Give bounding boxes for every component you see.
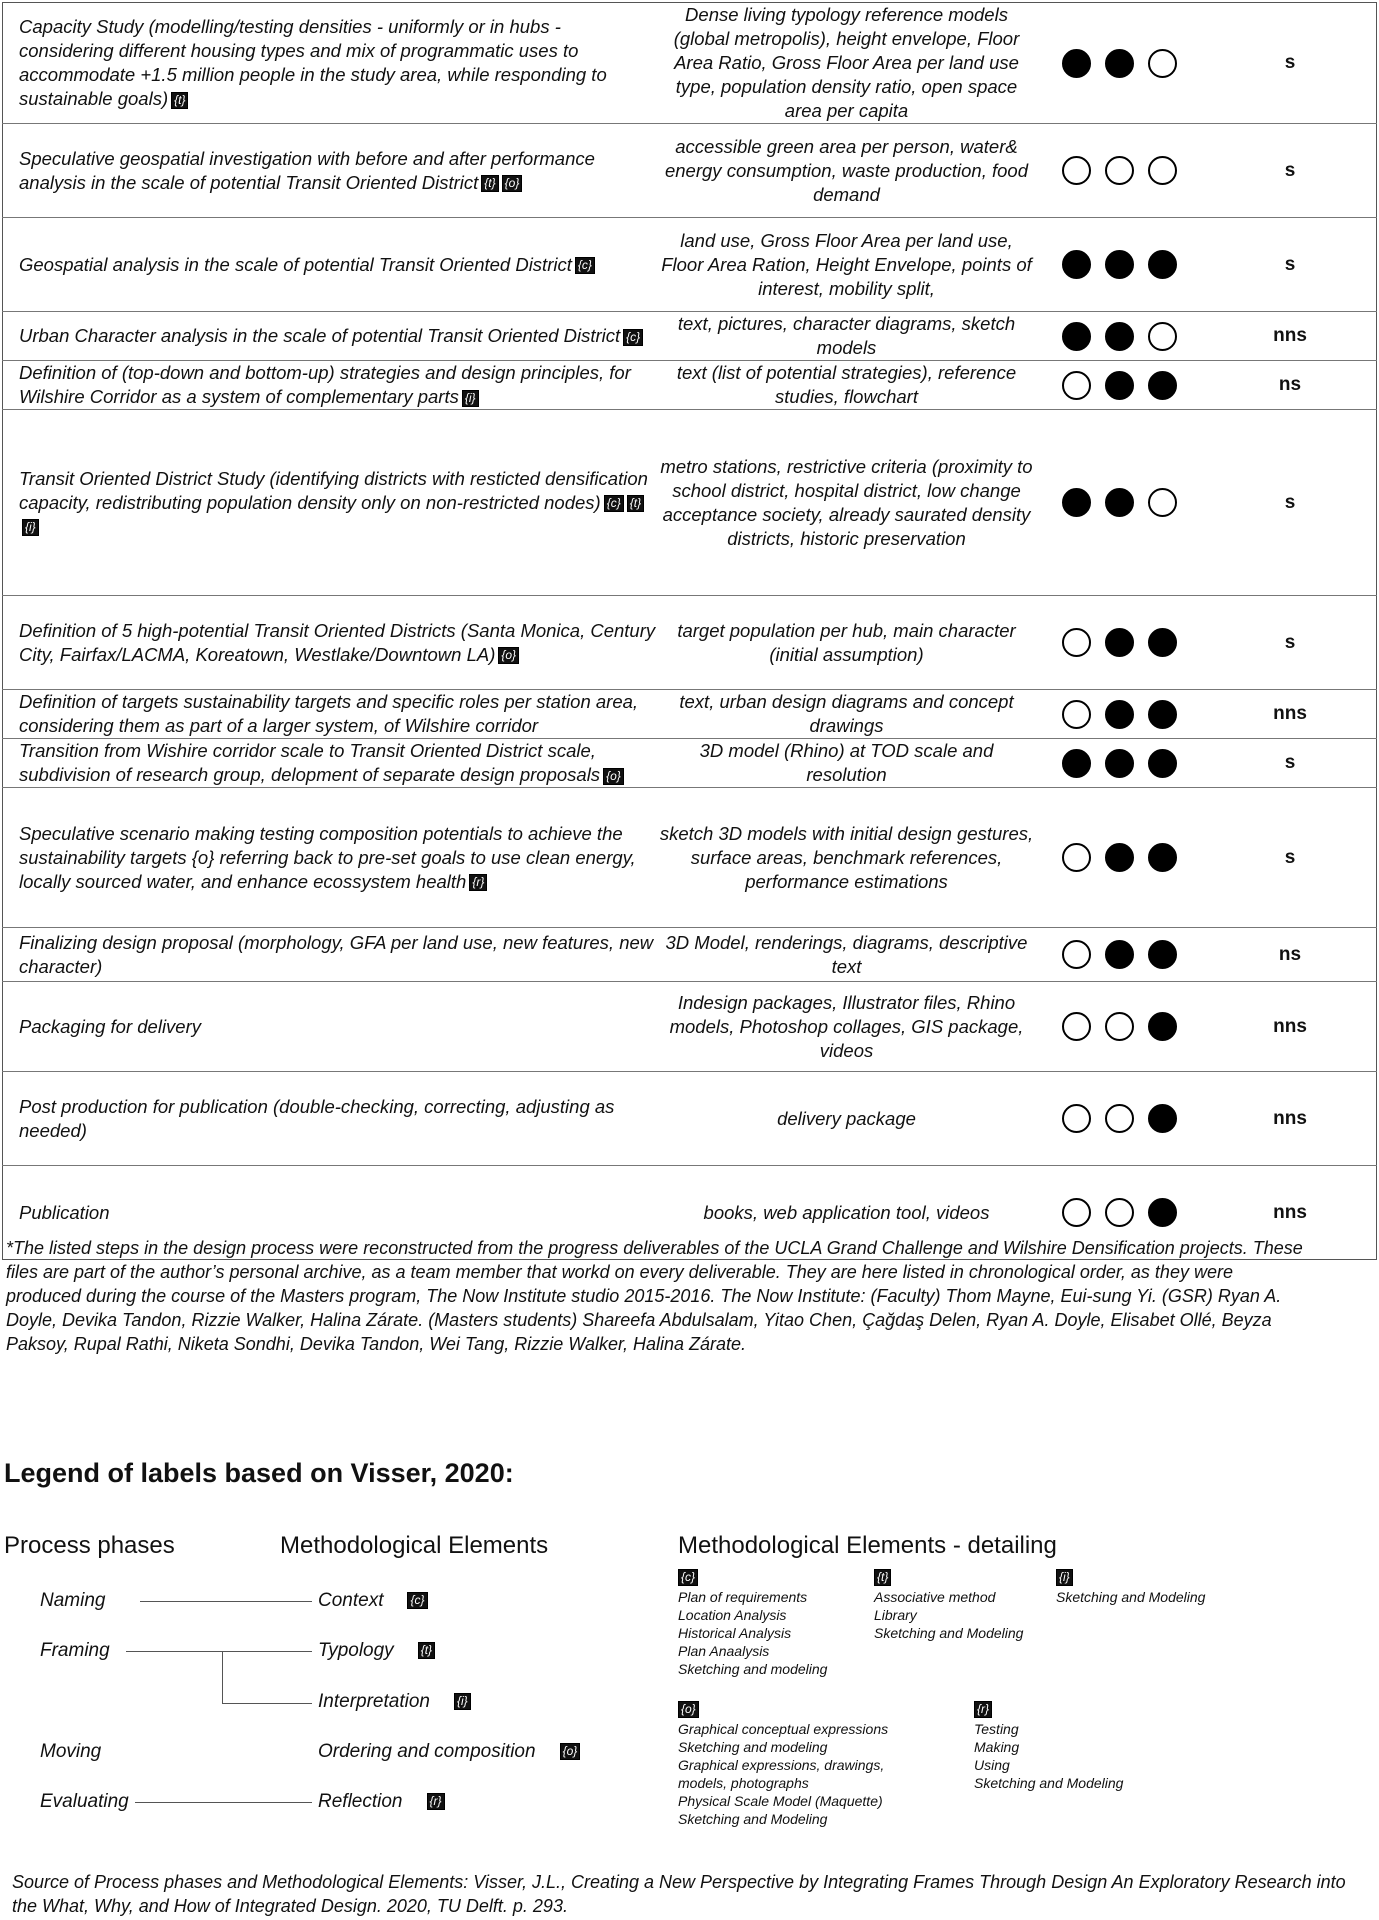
filled-circle-icon <box>1148 749 1177 778</box>
tag-i: {i} <box>454 1693 471 1710</box>
empty-circle-icon <box>1105 1104 1134 1133</box>
step-text: Transition from Wishire corridor scale to Transit Oriented District scale, subdivision of research group, delopment of separate design proposals <box>19 740 601 785</box>
detail-context: {c} Plan of requirements Location Analysis Historical Analysis Plan Anaalysis Sketching and modeling <box>678 1569 828 1677</box>
empty-circle-icon <box>1148 488 1177 517</box>
design-process-table <box>2 2 1377 1260</box>
step-cell <box>3 218 660 312</box>
method-tag: {i} <box>462 390 479 407</box>
output-cell: metro stations, restrictive criteria (proximity to school district, hospital district, low change acceptance society, already saurated density districts, historic preservation <box>659 410 1034 596</box>
output-cell: text (list of potential strategies), reference studies, flowchart <box>659 361 1034 410</box>
empty-circle-icon <box>1062 156 1091 185</box>
step-text: Speculative geospatial investigation with before and after performance analysis in the scale of potential Transit Oriented District <box>19 147 595 193</box>
tag-r: {r} <box>974 1701 992 1718</box>
filled-circle-icon <box>1148 700 1177 729</box>
empty-circle-icon <box>1062 628 1091 657</box>
filled-circle-icon <box>1062 749 1091 778</box>
step-text: Speculative scenario making testing composition potentials to achieve the sustainability targets {o} referring back to pre-set goals to use clean energy, locally sourced water, and enhance ecossystem health <box>19 822 636 892</box>
empty-circle-icon <box>1062 1012 1091 1041</box>
tag-t: {t} <box>418 1642 435 1659</box>
filled-circle-icon <box>1062 250 1091 279</box>
filled-circle-icon <box>1148 843 1177 872</box>
rating-dots <box>1034 3 1204 124</box>
empty-circle-icon <box>1062 371 1091 400</box>
filled-circle-icon <box>1105 322 1134 351</box>
significance-cell: nns <box>1204 690 1377 739</box>
source-citation: Source of Process phases and Methodological Elements: Visser, J.L., Creating a New Perspective by Integrating Frames Through Design An Exploratory Research into the What, Why, and How of Integrated Design. 2020, TU Delft. p. 293. <box>12 1872 1346 1916</box>
filled-circle-icon <box>1062 322 1091 351</box>
filled-circle-icon <box>1148 371 1177 400</box>
rating-dots <box>1034 596 1204 690</box>
method-tag: {o} <box>603 768 624 785</box>
empty-circle-icon <box>1062 940 1091 969</box>
filled-circle-icon <box>1148 628 1177 657</box>
step-cell <box>3 124 660 218</box>
legend-col-process-phases: Process phases <box>4 1532 175 1559</box>
method-tag: {i} <box>22 519 39 536</box>
filled-circle-icon <box>1105 843 1134 872</box>
output-cell: text, pictures, character diagrams, sketch models <box>659 312 1034 361</box>
output-cell: sketch 3D models with initial design gestures, surface areas, benchmark references, performance estimations <box>659 788 1034 928</box>
output-cell: books, web application tool, videos <box>703 1201 990 1223</box>
significance-cell: nns <box>1204 1072 1377 1166</box>
step-text: Finalizing design proposal (morphology, GFA per land use, new features, new character) <box>19 931 654 977</box>
table-row <box>3 982 1377 1072</box>
filled-circle-icon <box>1148 1104 1177 1133</box>
output-cell: land use, Gross Floor Area per land use, Floor Area Ration, Height Envelope, points of interest, mobility split, <box>659 218 1034 312</box>
filled-circle-icon <box>1105 628 1134 657</box>
empty-circle-icon <box>1062 843 1091 872</box>
rating-dots <box>1034 982 1204 1072</box>
filled-circle-icon <box>1148 1198 1177 1227</box>
step-cell <box>3 312 660 361</box>
table-row <box>3 312 1377 361</box>
empty-circle-icon <box>1148 49 1177 78</box>
rating-dots <box>1034 928 1204 982</box>
element-ordering-composition: Ordering and composition {o} <box>318 1741 580 1763</box>
filled-circle-icon <box>1105 940 1134 969</box>
output-cell: 3D Model, renderings, diagrams, descriptive text <box>659 928 1034 982</box>
tag-c: {c} <box>407 1592 427 1609</box>
phase-moving: Moving <box>40 1741 102 1762</box>
step-cell <box>3 690 660 739</box>
significance-cell: s <box>1204 124 1377 218</box>
output-cell: Indesign packages, Illustrator files, Rhino models, Photoshop collages, GIS package, videos <box>659 982 1034 1072</box>
phase-evaluating: Evaluating <box>40 1791 129 1812</box>
rating-dots <box>1034 361 1204 410</box>
rating-dots <box>1034 312 1204 361</box>
table-row <box>3 596 1377 690</box>
empty-circle-icon <box>1105 156 1134 185</box>
significance-cell: s <box>1204 739 1377 788</box>
empty-circle-icon <box>1105 1198 1134 1227</box>
tag-o: {o} <box>678 1701 699 1718</box>
output-cell: target population per hub, main character (initial assumption) <box>659 596 1034 690</box>
detail-interpretation: {i} Sketching and Modeling <box>1056 1569 1206 1605</box>
output-cell: Dense living typology reference models (global metropolis), height envelope, Floor Area Ratio, Gross Floor Area per land use type, population density ratio, open space area per capita <box>659 3 1034 124</box>
empty-circle-icon <box>1105 1012 1134 1041</box>
empty-circle-icon <box>1148 156 1177 185</box>
significance-cell: s <box>1204 410 1377 596</box>
filled-circle-icon <box>1105 700 1134 729</box>
tag-r: {r} <box>427 1793 445 1810</box>
step-text: Capacity Study (modelling/testing densities - uniformly or in hubs - considering different housing types and mix of programmatic uses to accommodate +1.5 million people in the study area, while responding to sustainable goals) <box>19 16 607 109</box>
output-cell: delivery package <box>659 1072 1034 1166</box>
output-cell: accessible green area per person, water& energy consumption, waste production, food demand <box>659 124 1034 218</box>
table-row <box>3 788 1377 928</box>
significance-cell: s <box>1204 3 1377 124</box>
step-cell <box>3 928 660 982</box>
phase-naming: Naming <box>40 1590 106 1611</box>
table-row <box>3 410 1377 596</box>
significance-cell: nns <box>1204 312 1377 361</box>
step-text: Transit Oriented District Study (identifying districts with resticted densification capacity, redistributing population density only on non-restricted nodes) <box>19 467 648 513</box>
filled-circle-icon <box>1062 49 1091 78</box>
empty-circle-icon <box>1062 1104 1091 1133</box>
filled-circle-icon <box>1105 250 1134 279</box>
step-text: Post production for publication (double-checking, correcting, adjusting as needed) <box>19 1095 615 1141</box>
step-text: Publication <box>19 1201 110 1223</box>
step-text: Definition of 5 high-potential Transit Oriented Districts (Santa Monica, Century City, Fairfax/LACMA, Koreatown, Westlake/Downtown LA) <box>19 619 656 665</box>
detail-ordering-composition: {o} Graphical conceptual expressions Sketching and modeling Graphical expressions, drawings, models, photographs Physical Scale Model (Maquette) Sketching and Modeling <box>678 1701 889 1827</box>
step-cell <box>3 361 660 410</box>
rating-dots <box>1034 218 1204 312</box>
table-row <box>3 928 1377 982</box>
method-tag: {t} <box>627 495 644 512</box>
method-tag: {c} <box>575 257 595 274</box>
filled-circle-icon <box>1062 488 1091 517</box>
step-cell <box>3 1072 660 1166</box>
method-tag: {o} <box>498 647 519 664</box>
method-tag: {t} <box>481 175 498 192</box>
tag-c: {c} <box>678 1569 698 1586</box>
step-cell <box>3 788 660 928</box>
filled-circle-icon <box>1105 371 1134 400</box>
method-tag: {t} <box>171 92 188 109</box>
table-row <box>3 3 1377 124</box>
step-text: Urban Character analysis in the scale of potential Transit Oriented District <box>19 325 621 346</box>
detail-reflection: {r} Testing Making Using Sketching and Modeling <box>974 1701 1124 1791</box>
table-row <box>3 1072 1377 1166</box>
output-cell: 3D model (Rhino) at TOD scale and resolution <box>659 739 1034 788</box>
significance-cell: ns <box>1204 928 1377 982</box>
filled-circle-icon <box>1148 940 1177 969</box>
tag-o: {o} <box>560 1743 581 1760</box>
significance-cell: s <box>1204 218 1377 312</box>
footnote: *The listed steps in the design process were reconstructed from the progress deliverables of the UCLA Grand Challenge and Wilshire Densification projects. These files are part of the author’s personal archive, as a team member that workd on every deliverable. They are here listed in chronological order, as they were produced during the course of the Masters program, The Now Institute studio 2015-2016. The Now Institute: (Faculty) Thom Mayne, Eui-sung Yi. (GSR) Ryan A. Doyle, Devika Tandon, Rizzie Walker, Halina Zárate. (Masters students) Shareefa Abdulsalam, Yitao Chen, Çağdaş Delen, Ryan A. Doyle, Elisabet Ollé, Beyza Paksoy, Rupal Rathi, Niketa Sondhi, Devika Tandon, Wei Tang, Rizzie Walker, Halina Zárate. <box>6 1238 1303 1354</box>
legend-col-methodological-elements: Methodological Elements <box>280 1532 549 1559</box>
element-context: Context {c} <box>318 1590 428 1612</box>
rating-dots <box>1034 788 1204 928</box>
step-text: Packaging for delivery <box>19 1015 202 1037</box>
legend-title: Legend of labels based on Visser, 2020: <box>4 1458 514 1488</box>
rating-dots <box>1034 690 1204 739</box>
step-cell <box>3 410 660 596</box>
rating-dots <box>1034 124 1204 218</box>
connector-line <box>222 1651 223 1703</box>
connector-line <box>135 1802 312 1803</box>
detail-typology: {t} Associative method Library Sketching and Modeling <box>874 1569 1024 1641</box>
rating-dots <box>1034 410 1204 596</box>
legend-col-detailing: Methodological Elements - detailing <box>678 1532 1057 1559</box>
step-cell <box>3 3 660 124</box>
rating-dots <box>1034 739 1204 788</box>
filled-circle-icon <box>1148 250 1177 279</box>
element-interpretation: Interpretation {i} <box>318 1691 471 1713</box>
table-row <box>3 739 1377 788</box>
step-cell <box>3 739 660 788</box>
method-tag: {o} <box>502 175 523 192</box>
table-row <box>3 361 1377 410</box>
filled-circle-icon <box>1148 1012 1177 1041</box>
connector-line <box>140 1601 312 1602</box>
method-tag: {c} <box>623 329 643 346</box>
significance-cell: s <box>1204 596 1377 690</box>
step-text: Definition of (top-down and bottom-up) strategies and design principles, for Wilshire Corridor as a system of complementary parts <box>19 362 631 407</box>
empty-circle-icon <box>1062 1198 1091 1227</box>
phase-framing: Framing <box>40 1640 110 1661</box>
connector-line <box>222 1703 312 1704</box>
significance-cell: nns <box>1204 982 1377 1072</box>
tag-t: {t} <box>874 1569 891 1586</box>
element-typology: Typology {t} <box>318 1640 435 1662</box>
tag-i: {i} <box>1056 1569 1073 1586</box>
empty-circle-icon <box>1148 322 1177 351</box>
method-tag: {c} <box>604 495 624 512</box>
significance-cell: nns <box>1273 1201 1307 1223</box>
significance-cell: s <box>1204 788 1377 928</box>
output-cell: text, urban design diagrams and concept drawings <box>659 690 1034 739</box>
step-cell <box>3 596 660 690</box>
step-text: Definition of targets sustainability targets and specific roles per station area, considering them as part of a larger system, of Wilshire corridor <box>19 691 639 736</box>
table-row <box>3 124 1377 218</box>
filled-circle-icon <box>1105 49 1134 78</box>
element-reflection: Reflection {r} <box>318 1791 445 1813</box>
method-tag: {r} <box>469 874 487 891</box>
filled-circle-icon <box>1105 749 1134 778</box>
significance-cell: ns <box>1204 361 1377 410</box>
connector-line <box>126 1651 312 1652</box>
rating-dots <box>1034 1072 1204 1166</box>
step-text: Geospatial analysis in the scale of potential Transit Oriented District <box>19 253 572 275</box>
empty-circle-icon <box>1062 700 1091 729</box>
table-row <box>3 690 1377 739</box>
step-cell <box>3 982 660 1072</box>
table-row <box>3 218 1377 312</box>
filled-circle-icon <box>1105 488 1134 517</box>
